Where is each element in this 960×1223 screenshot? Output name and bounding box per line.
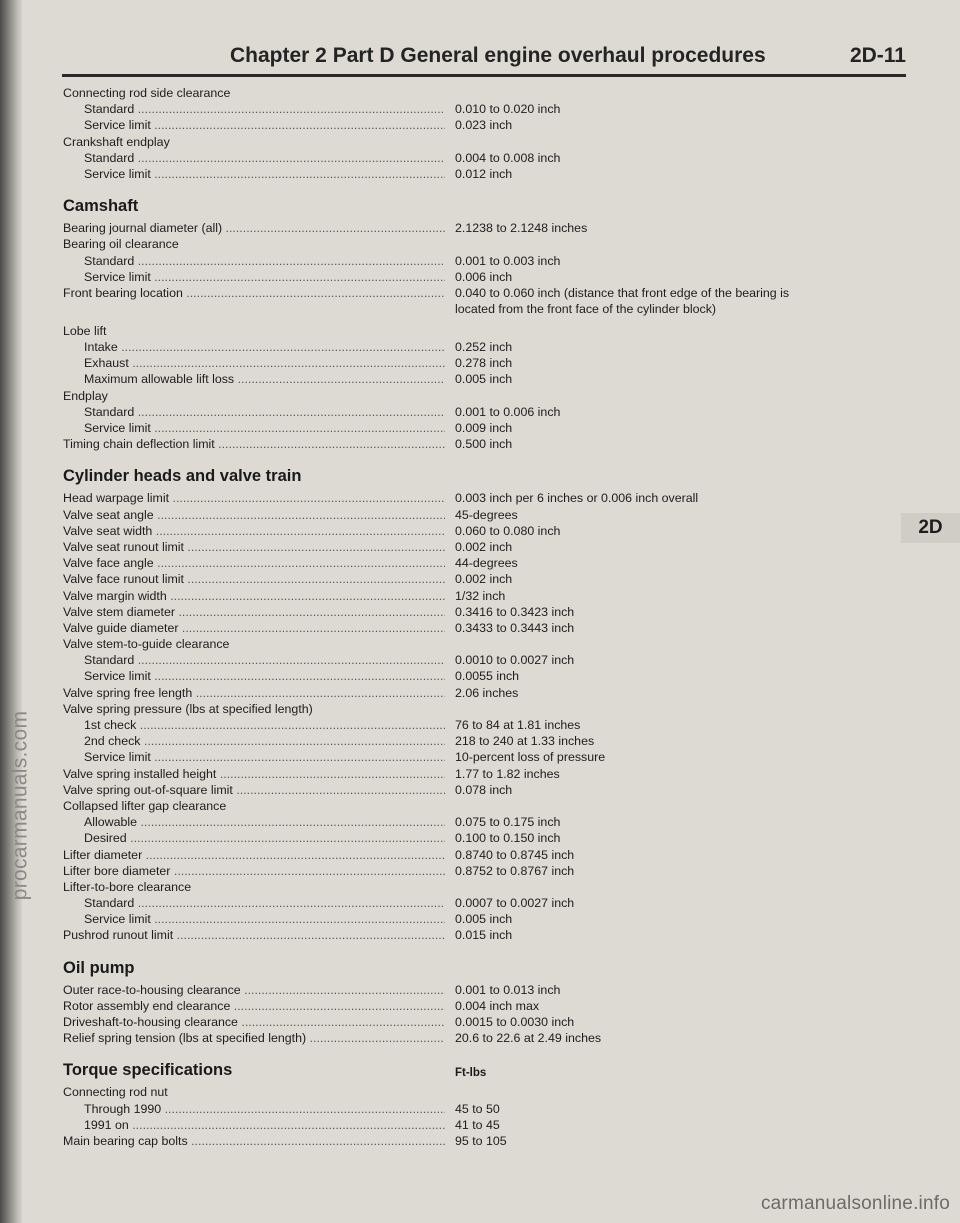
spec-label: Service limit ..... [63,269,445,285]
page-number: 2D-11 [849,44,906,67]
spec-value: 0.500 inch [455,437,513,452]
spec-value: 0.0055 inch [455,669,520,684]
spec-row [63,588,863,604]
spec-label: Standard ..... [63,253,445,269]
spec-row [63,1014,863,1030]
spec-label: Head warpage limit ..... [63,490,445,506]
section-heading [63,462,863,490]
spec-value: 95 to 105 [455,1133,507,1148]
spec-value: 45 to 50 [455,1101,500,1116]
spec-row [63,253,863,269]
spec-value: 0.023 inch [455,118,513,133]
section-title: Torque specifications [63,1061,233,1080]
section-heading [63,954,863,982]
spec-label: Lifter-to-bore clearance [63,879,192,894]
spec-row [63,620,863,636]
spec-value: 0.003 inch per 6 inches or 0.006 inch overall [455,491,699,506]
spec-label: Valve seat runout limit ..... [63,539,445,555]
spec-value: 0.001 to 0.013 inch [455,982,561,997]
spec-label: Collapsed lifter gap clearance [63,798,227,813]
spec-value: 0.252 inch [455,340,513,355]
spec-label: Valve spring free length ..... [63,685,445,701]
spec-row [63,523,863,539]
spec-row [63,604,863,620]
spec-value: 41 to 45 [455,1117,500,1132]
spec-label: Standard ..... [63,895,445,911]
footer-watermark: carmanualsonline.info [760,1193,950,1214]
spec-value: 2.1238 to 2.1248 inches [455,221,588,236]
spec-row [63,220,863,236]
spec-label: Endplay [63,388,108,403]
spec-value: 0.012 inch [455,166,513,181]
spec-row [63,847,863,863]
spec-label: Exhaust ..... [63,355,445,371]
spec-value: 0.001 to 0.003 inch [455,253,561,268]
spec-label: Valve face angle ..... [63,555,445,571]
spec-row [63,1084,863,1100]
spec-row [63,85,863,101]
spec-row [63,285,863,317]
spec-row [63,749,863,765]
spec-row [63,998,863,1014]
spec-value: 0.0007 to 0.0027 inch [455,896,575,911]
spec-label: Standard ..... [63,652,445,668]
spec-row [63,269,863,285]
spec-label: Timing chain deflection limit ..... [63,436,445,452]
spec-value: 0.006 inch [455,269,513,284]
spec-row [63,733,863,749]
spec-row [63,101,863,117]
spec-label: Relief spring tension (lbs at specified length) ..... [63,1030,445,1046]
spec-row [63,1101,863,1117]
spec-row [63,782,863,798]
spec-label: Rotor assembly end clearance ..... [63,998,445,1014]
section-title: Cylinder heads and valve train [63,467,302,486]
page-header [0,44,906,74]
spec-row [63,404,863,420]
side-watermark [8,710,32,901]
spec-value: 0.8752 to 0.8767 inch [455,863,575,878]
spec-value: 0.005 inch [455,912,513,927]
section-title: Oil pump [63,958,135,977]
spec-label: Valve margin width ..... [63,588,445,604]
spec-row [63,863,863,879]
spec-value: 1.77 to 1.82 inches [455,766,560,781]
spec-label: 1st check ..... [63,717,445,733]
spec-label: Pushrod runout limit ..... [63,927,445,943]
spec-label: Service limit ..... [63,117,445,133]
spec-row [63,490,863,506]
spec-label: Bearing oil clearance [63,237,179,252]
spec-row [63,830,863,846]
spec-label: Desired ..... [63,830,445,846]
spec-value: 0.009 inch [455,421,513,435]
spec-value: 0.004 to 0.008 inch [455,150,561,165]
spec-label: Valve spring out-of-square limit ..... [63,782,445,798]
spec-row [63,339,863,355]
spec-label: Service limit ..... [63,749,445,765]
spec-row [63,355,863,371]
spec-row [63,371,863,387]
spec-value: 0.005 inch [455,372,513,387]
section-title: Camshaft [63,197,139,216]
spec-value: 0.075 to 0.175 inch [455,815,561,830]
spec-value: 0.3433 to 0.3443 inch [455,620,575,635]
spec-row [63,927,863,943]
spec-label: Lifter bore diameter ..... [63,863,445,879]
spec-label: Maximum allowable lift loss ..... [63,371,445,387]
spec-row [63,150,863,166]
spec-label: Through 1990 ..... [63,1101,445,1117]
chapter-tab: 2D [901,513,960,543]
spec-value: 0.015 inch [455,928,513,943]
spec-label: Standard ..... [63,101,445,117]
spec-row [63,685,863,701]
spec-row [63,166,863,182]
spec-label: Outer race-to-housing clearance ..... [63,982,445,998]
spec-label: Service limit ..... [63,420,445,436]
spec-label: Allowable ..... [63,814,445,830]
spec-label: Driveshaft-to-housing clearance ..... [63,1014,445,1030]
spec-row [63,636,863,652]
spec-label: Lifter diameter ..... [63,847,445,863]
spec-value: 0.3416 to 0.3423 inch [455,604,575,619]
spec-row [63,117,863,133]
spec-label: Front bearing location ..... [63,285,445,301]
spec-value: 44-degrees [455,556,518,571]
spec-value: 0.004 inch max [455,998,540,1013]
section-heading [63,192,863,220]
spec-row [63,134,863,150]
spec-label: Lobe lift [63,323,107,338]
spec-label: Valve face runout limit ..... [63,571,445,587]
spec-value: 0.100 to 0.150 inch [455,831,561,846]
spec-row [63,798,863,814]
spec-row [63,814,863,830]
spec-label: Valve guide diameter ..... [63,620,445,636]
spec-row [63,388,863,404]
spec-value: 0.0010 to 0.0027 inch [455,653,575,668]
spec-row [63,766,863,782]
spec-row [63,895,863,911]
spec-label: Service limit ..... [63,668,445,684]
spec-value: 218 to 240 at 1.33 inches [455,734,595,749]
spec-label: Valve seat width ..... [63,523,445,539]
unit-heading: Ft-lbs [455,1067,487,1080]
spec-label: Standard ..... [63,404,445,420]
spec-label: Valve spring installed height ..... [63,766,445,782]
spec-row [63,879,863,895]
spec-row [63,1030,863,1046]
spec-label: Bearing journal diameter (all) ..... [63,220,445,236]
spec-value: 0.002 inch [455,572,513,587]
side-watermark-text: procarmanuals.com [8,710,32,901]
spec-content [63,85,863,1149]
spec-value: 0.001 to 0.006 inch [455,404,561,419]
spec-row [63,911,863,927]
spec-row [63,571,863,587]
spec-row [63,701,863,717]
book-spine-shadow [0,0,22,1223]
spec-row [63,1117,863,1133]
spec-label: 2nd check ..... [63,733,445,749]
spec-row [63,436,863,452]
spec-label: Valve spring pressure (lbs at specified length) [63,701,313,716]
spec-label: Valve stem-to-guide clearance [63,637,230,652]
spec-value: 10-percent loss of pressure [455,750,606,765]
spec-value: 76 to 84 at 1.81 inches [455,718,581,732]
spec-label: Connecting rod side clearance [63,86,231,100]
spec-row [63,717,863,733]
spec-value: 1/32 inch [455,588,506,603]
spec-value: 0.278 inch [455,356,513,371]
spec-value: 0.078 inch [455,782,513,797]
spec-label: Service limit ..... [63,911,445,927]
spec-row [63,555,863,571]
spec-value: 45-degrees [455,507,518,522]
section-heading [63,1056,863,1084]
page-title: Chapter 2 Part D General engine overhaul procedures [230,44,766,67]
spec-row [63,1133,863,1149]
spec-row [63,652,863,668]
spec-value: 0.010 to 0.020 inch [455,102,561,117]
spec-row [63,982,863,998]
spec-label: Standard ..... [63,150,445,166]
spec-value: 0.0015 to 0.0030 inch [455,1015,575,1029]
spec-label: 1991 on ..... [63,1117,445,1133]
spec-row [63,420,863,436]
spec-value: 0.060 to 0.080 inch [455,523,561,538]
spec-row [63,323,863,339]
spec-label: Main bearing cap bolts ..... [63,1133,445,1149]
spec-value: 0.002 inch [455,539,513,554]
spec-value: 20.6 to 22.6 at 2.49 inches [455,1031,602,1046]
spec-value: 0.8740 to 0.8745 inch [455,847,575,862]
spec-label: Valve seat angle ..... [63,507,445,523]
spec-row [63,236,863,252]
spec-value: 0.040 to 0.060 inch (distance that front edge of the bearing is located from the front face of the cylinder block) [455,285,790,317]
spec-label: Connecting rod nut [63,1085,168,1100]
spec-value: 2.06 inches [455,685,519,700]
spec-label: Crankshaft endplay [63,134,170,149]
spec-label: Intake ..... [63,339,445,355]
spec-label: Service limit ..... [63,166,445,182]
spec-row [63,507,863,523]
header-rule [62,74,906,77]
spec-row [63,668,863,684]
spec-row [63,539,863,555]
spec-label: Valve stem diameter ..... [63,604,445,620]
